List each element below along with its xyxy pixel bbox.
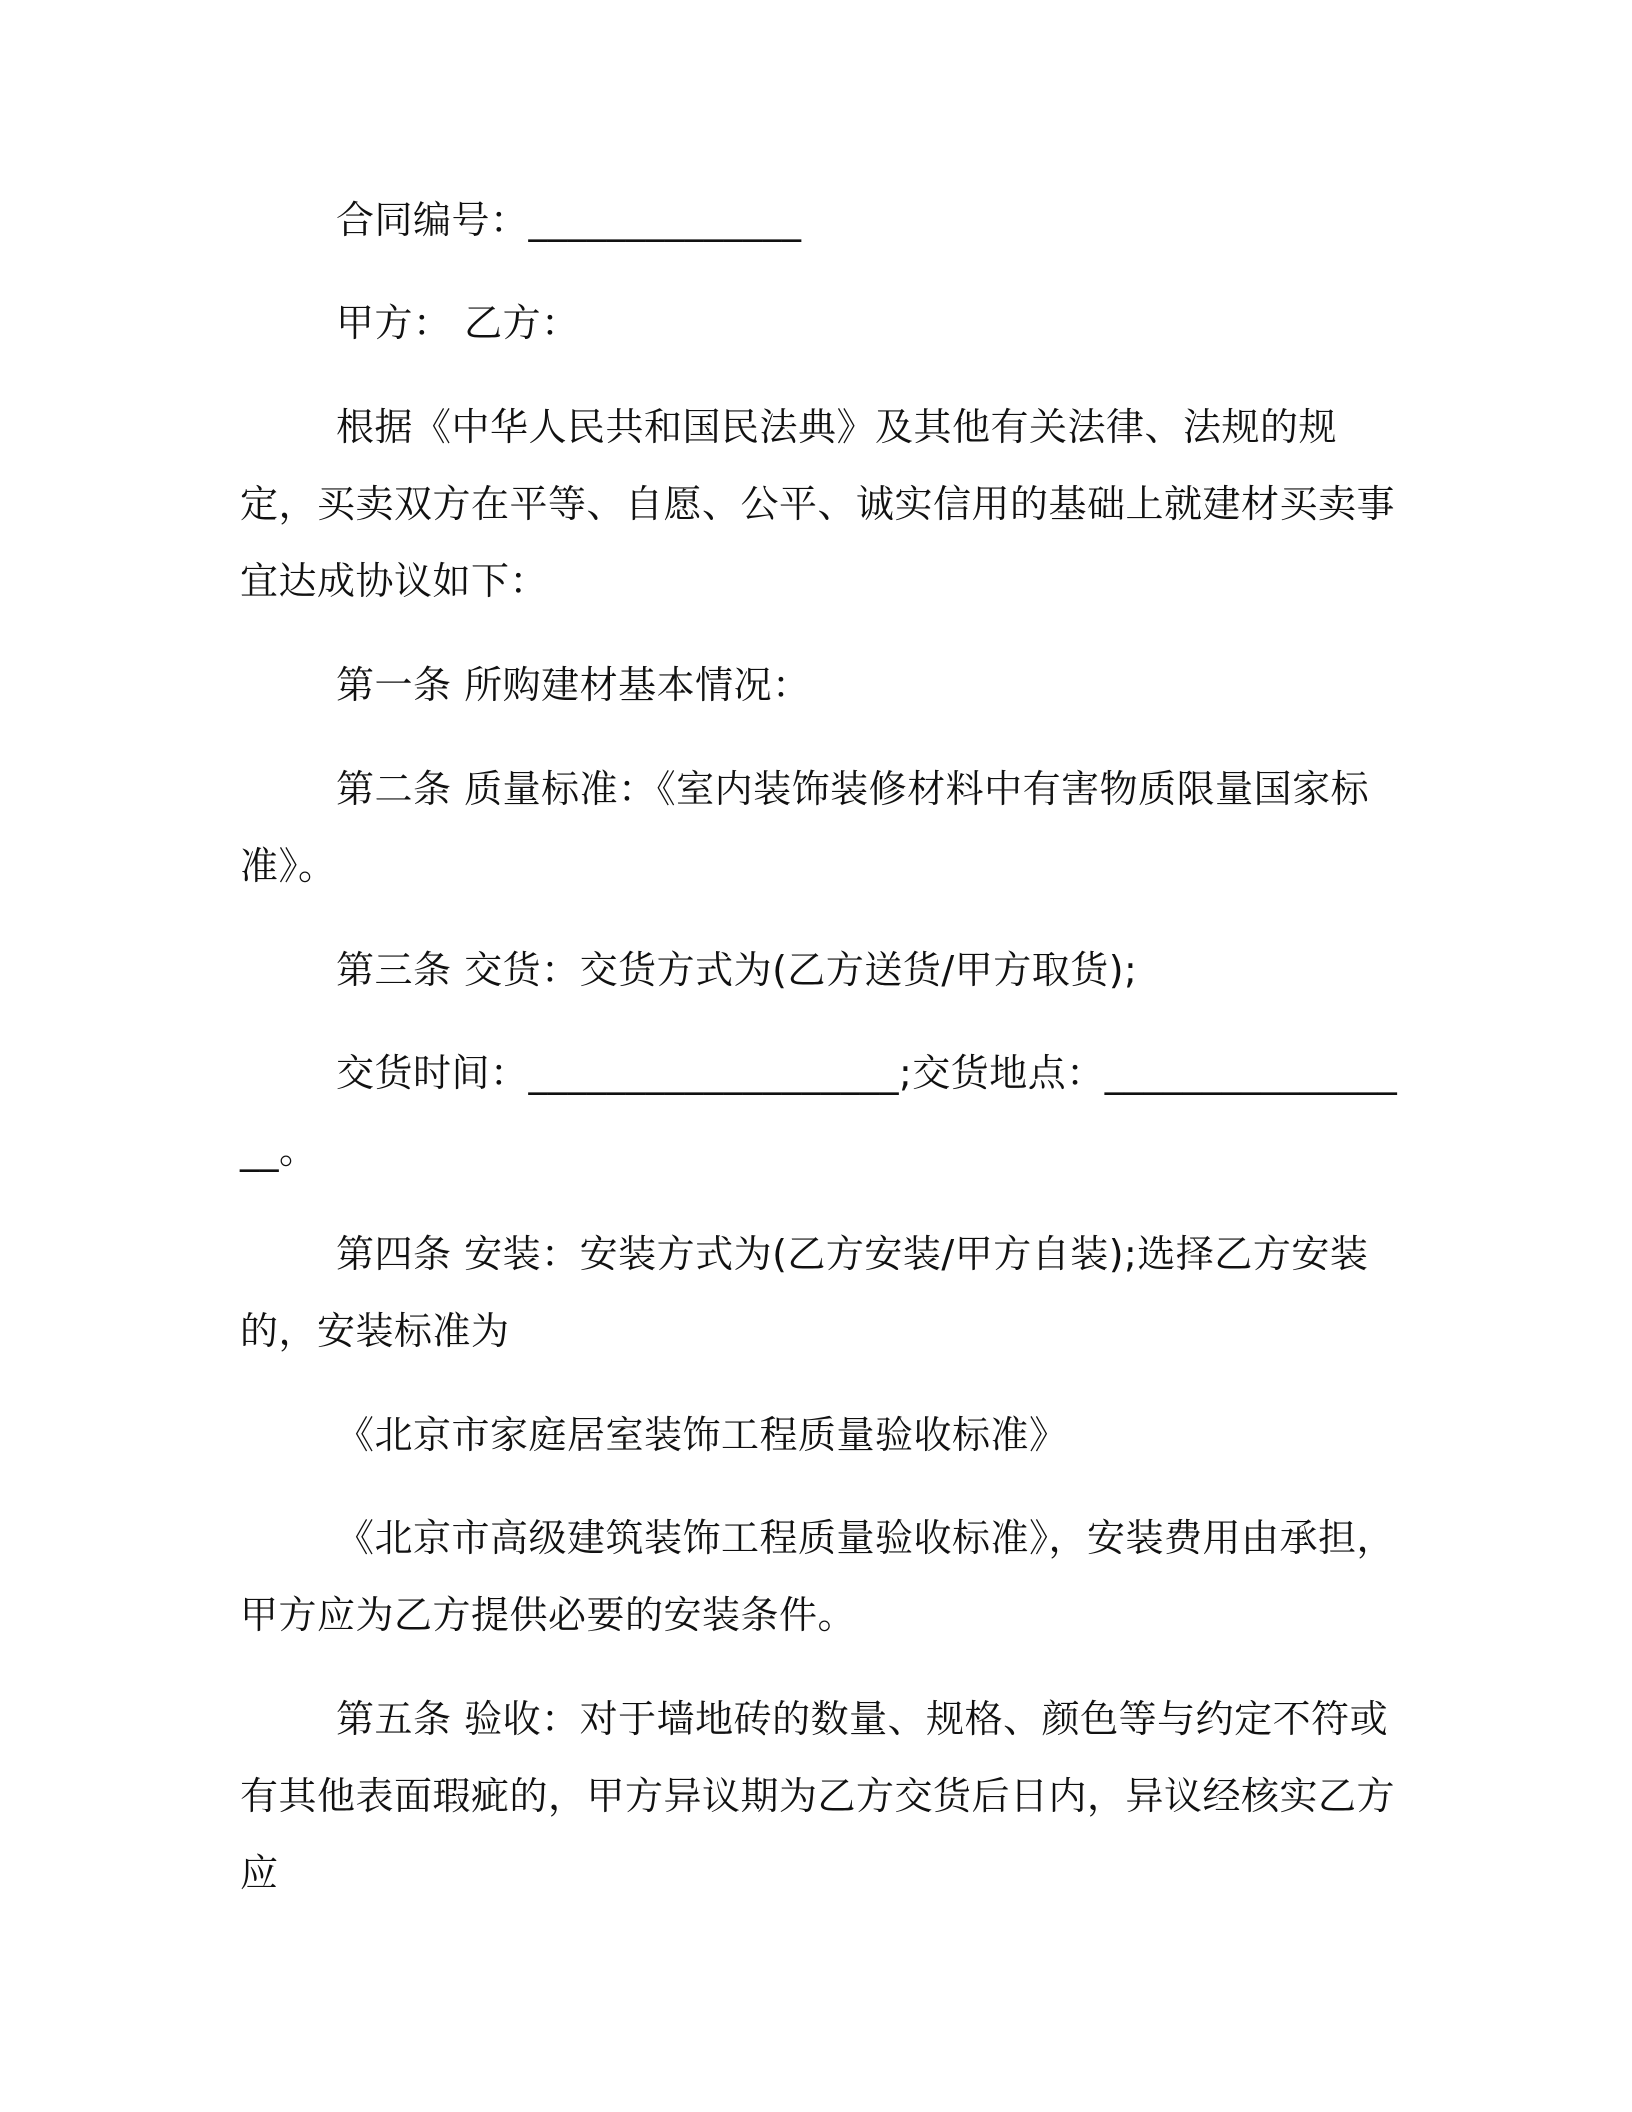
document-page [240,0,1410,2112]
article-3: 第三条 交货：交货方式为(乙方送货/甲方取货); [336,948,1138,992]
article-5: 第五条 验收：对于墙地砖的数量、规格、颜色等与约定不符或有其他表面瑕疵的，甲方异议期为乙方交货后日内，异议经核实乙方应 [240,1697,1396,1895]
standard-2: 《北京市高级建筑装饰工程质量验收标准》，安装费用由承担，甲方应为乙方提供必要的安装条件。 [240,1516,1396,1637]
standard-1: 《北京市家庭居室装饰工程质量验收标准》 [336,1413,1068,1457]
delivery-details: 交货时间：___________________;交货地点：_________________。 [240,1051,1398,1172]
contract-number: 合同编号：______________ [336,198,802,242]
article-2: 第二条 质量标准：《室内装饰装修材料中有害物质限量国家标准》。 [240,767,1370,888]
parties-line: 甲方： 乙方： [336,301,580,345]
intro-paragraph: 根据《中华人民共和国民法典》及其他有关法律、法规的规定，买卖双方在平等、自愿、公平、诚实信用的基础上就建材买卖事宜达成协议如下： [240,405,1396,603]
article-1: 第一条 所购建材基本情况： [336,663,811,707]
article-4: 第四条 安装：安装方式为(乙方安装/甲方自装);选择乙方安装的，安装标准为 [240,1232,1369,1353]
